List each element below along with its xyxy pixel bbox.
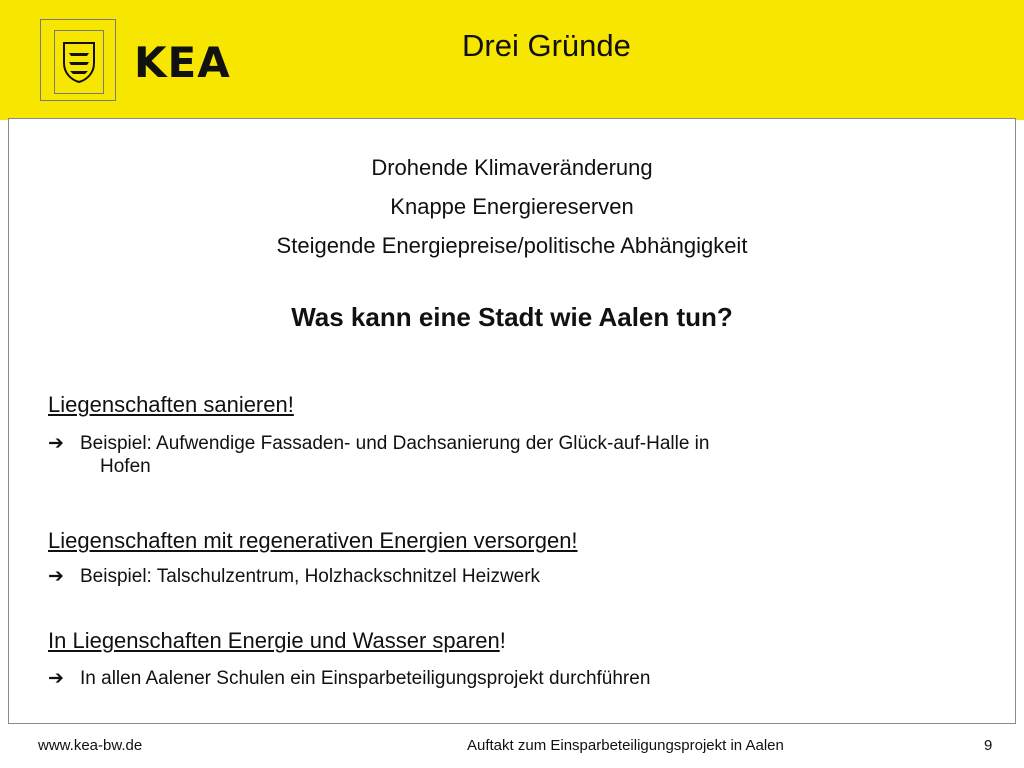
footer-subtitle: Auftakt zum Einsparbeteiligungsprojekt in Aalen [467,737,784,754]
item-heading [48,628,506,654]
item-heading [48,528,578,554]
item-heading-text: In Liegenschaften Energie und Wasser sparen [48,628,500,653]
reason-item: Drohende Klimaveränderung [371,155,653,180]
arrow-right-icon: ➔ [48,668,64,689]
question-heading: Was kann eine Stadt wie Aalen tun? [291,302,733,332]
item-heading [48,392,294,418]
logo-text: KEA [134,38,231,87]
item-heading-text: Liegenschaften sanieren! [48,392,294,417]
arrow-right-icon: ➔ [48,433,64,454]
reasons-list [0,148,1024,265]
reason-item: Steigende Energiepreise/politische Abhängigkeit [276,233,748,258]
reason-item: Knappe Energiereserven [390,194,634,219]
page-number: 9 [984,737,993,754]
item-example [48,667,948,690]
footer-url: www.kea-bw.de [38,737,143,754]
example-text: In allen Aalener Schulen ein Einsparbeteiligungsprojekt durchführen [80,668,651,689]
slide-title: Drei Gründe [462,28,631,63]
arrow-right-icon: ➔ [48,566,64,587]
item-heading-text: Liegenschaften mit regenerativen Energien versorgen! [48,528,578,553]
item-example [48,565,948,588]
example-text: Beispiel: Aufwendige Fassaden- und Dachsanierung der Glück-auf-Halle in [80,433,710,454]
coat-of-arms-icon [54,30,104,94]
item-example [48,432,948,478]
example-text-continued: Hofen [100,456,151,477]
item-heading-tail: ! [499,628,506,653]
example-text: Beispiel: Talschulzentrum, Holzhackschnitzel Heizwerk [80,566,541,587]
